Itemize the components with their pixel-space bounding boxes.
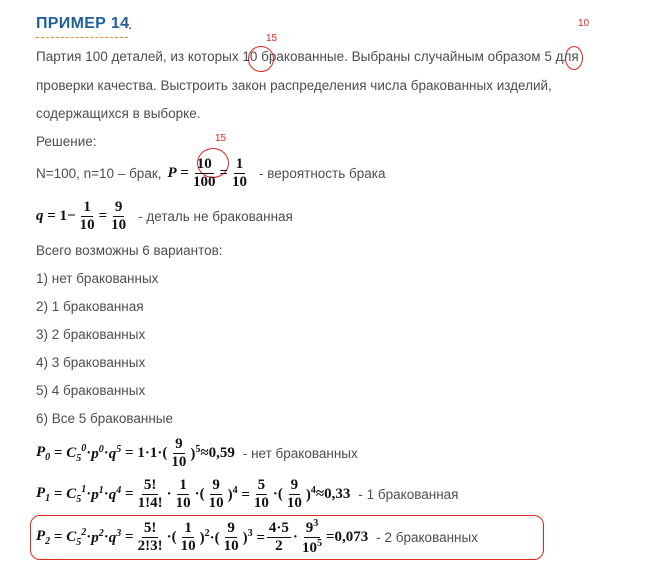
p0-description: - нет бракованных: [242, 445, 358, 461]
formula-p2: $P_2$ = $C_5^2$ · $p^2$ · $q^3$ = $\frac{5!}{2!3!}$ ·( $\frac{1}{10}$ )$^2$·( $\frac{9}{10}$ )$^3$ = $\frac{4\cdot 5}{2}$ · $\frac{9^3}{10^5}$ =0,073 - 2 бракованных: [36, 518, 478, 556]
annotation-near-fraction: 15: [215, 133, 227, 144]
title-underline: [36, 37, 128, 38]
problem-line-3: содержащихся в выборке.: [36, 106, 201, 121]
variant-item-6: 6) Все 5 бракованные: [36, 411, 173, 426]
formula-p0: $P_0$ = $C_5^0$ · $p^0$ · $q^5$ = 1·1·( $\frac{9}{10}$ )$^5$ ≈0,59 - нет бракованных: [36, 436, 358, 470]
problem-line-2: проверки качества. Выстроить закон распределения числа бракованных изделий,: [36, 78, 552, 93]
p2-description: - 2 бракованных: [376, 529, 478, 545]
variant-item-3: 3) 2 бракованных: [36, 327, 146, 342]
variant-item-4: 4) 3 бракованных: [36, 355, 146, 370]
title-dot: .: [128, 16, 133, 33]
formula-q: q = 1− $\frac{1}{10}$ = $\frac{9}{10}$ - деталь не бракованная: [36, 199, 293, 233]
p0-result: ≈0,59: [200, 444, 235, 461]
annotation-top-right: 10: [578, 18, 590, 29]
p-description: - вероятность брака: [259, 165, 386, 181]
problem-line-1: Партия 100 деталей, из которых 10 бракованные. Выбраны случайным образом 5 для: [36, 49, 579, 64]
p1-result: ≈0,33: [315, 485, 351, 502]
p1-description: - 1 бракованная: [358, 486, 459, 502]
annotation-near-10: 15: [266, 33, 278, 44]
p2-result: =0,073: [325, 528, 369, 545]
q-description: - деталь не бракованная: [138, 208, 293, 224]
formula-p1: $P_1$ = $C_5^1$ · $p^1$ · $q^4$ = $\frac{5!}{1!4!}$ · $\frac{1}{10}$ ·( $\frac{9}{10}$ )$^4$ = $\frac{5}{10}$ ·( $\frac{9}{10}$ )$^4$ ≈0,33 - 1 бракованная: [36, 477, 459, 511]
variants-intro: Всего возможны 6 вариантов:: [36, 243, 223, 258]
variant-item-2: 2) 1 бракованная: [36, 299, 144, 314]
variant-item-5: 5) 4 бракованных: [36, 383, 146, 398]
given-text: N=100, n=10 – брак,: [36, 165, 162, 181]
solution-label: Решение:: [36, 134, 97, 149]
formula-p: N=100, n=10 – брак, P = $\frac{10}{100}$ = $\frac{1}{10}$ - вероятность брака: [36, 156, 386, 190]
variant-item-1: 1) нет бракованных: [36, 271, 159, 286]
page-title: ПРИМЕР 14: [36, 15, 130, 32]
